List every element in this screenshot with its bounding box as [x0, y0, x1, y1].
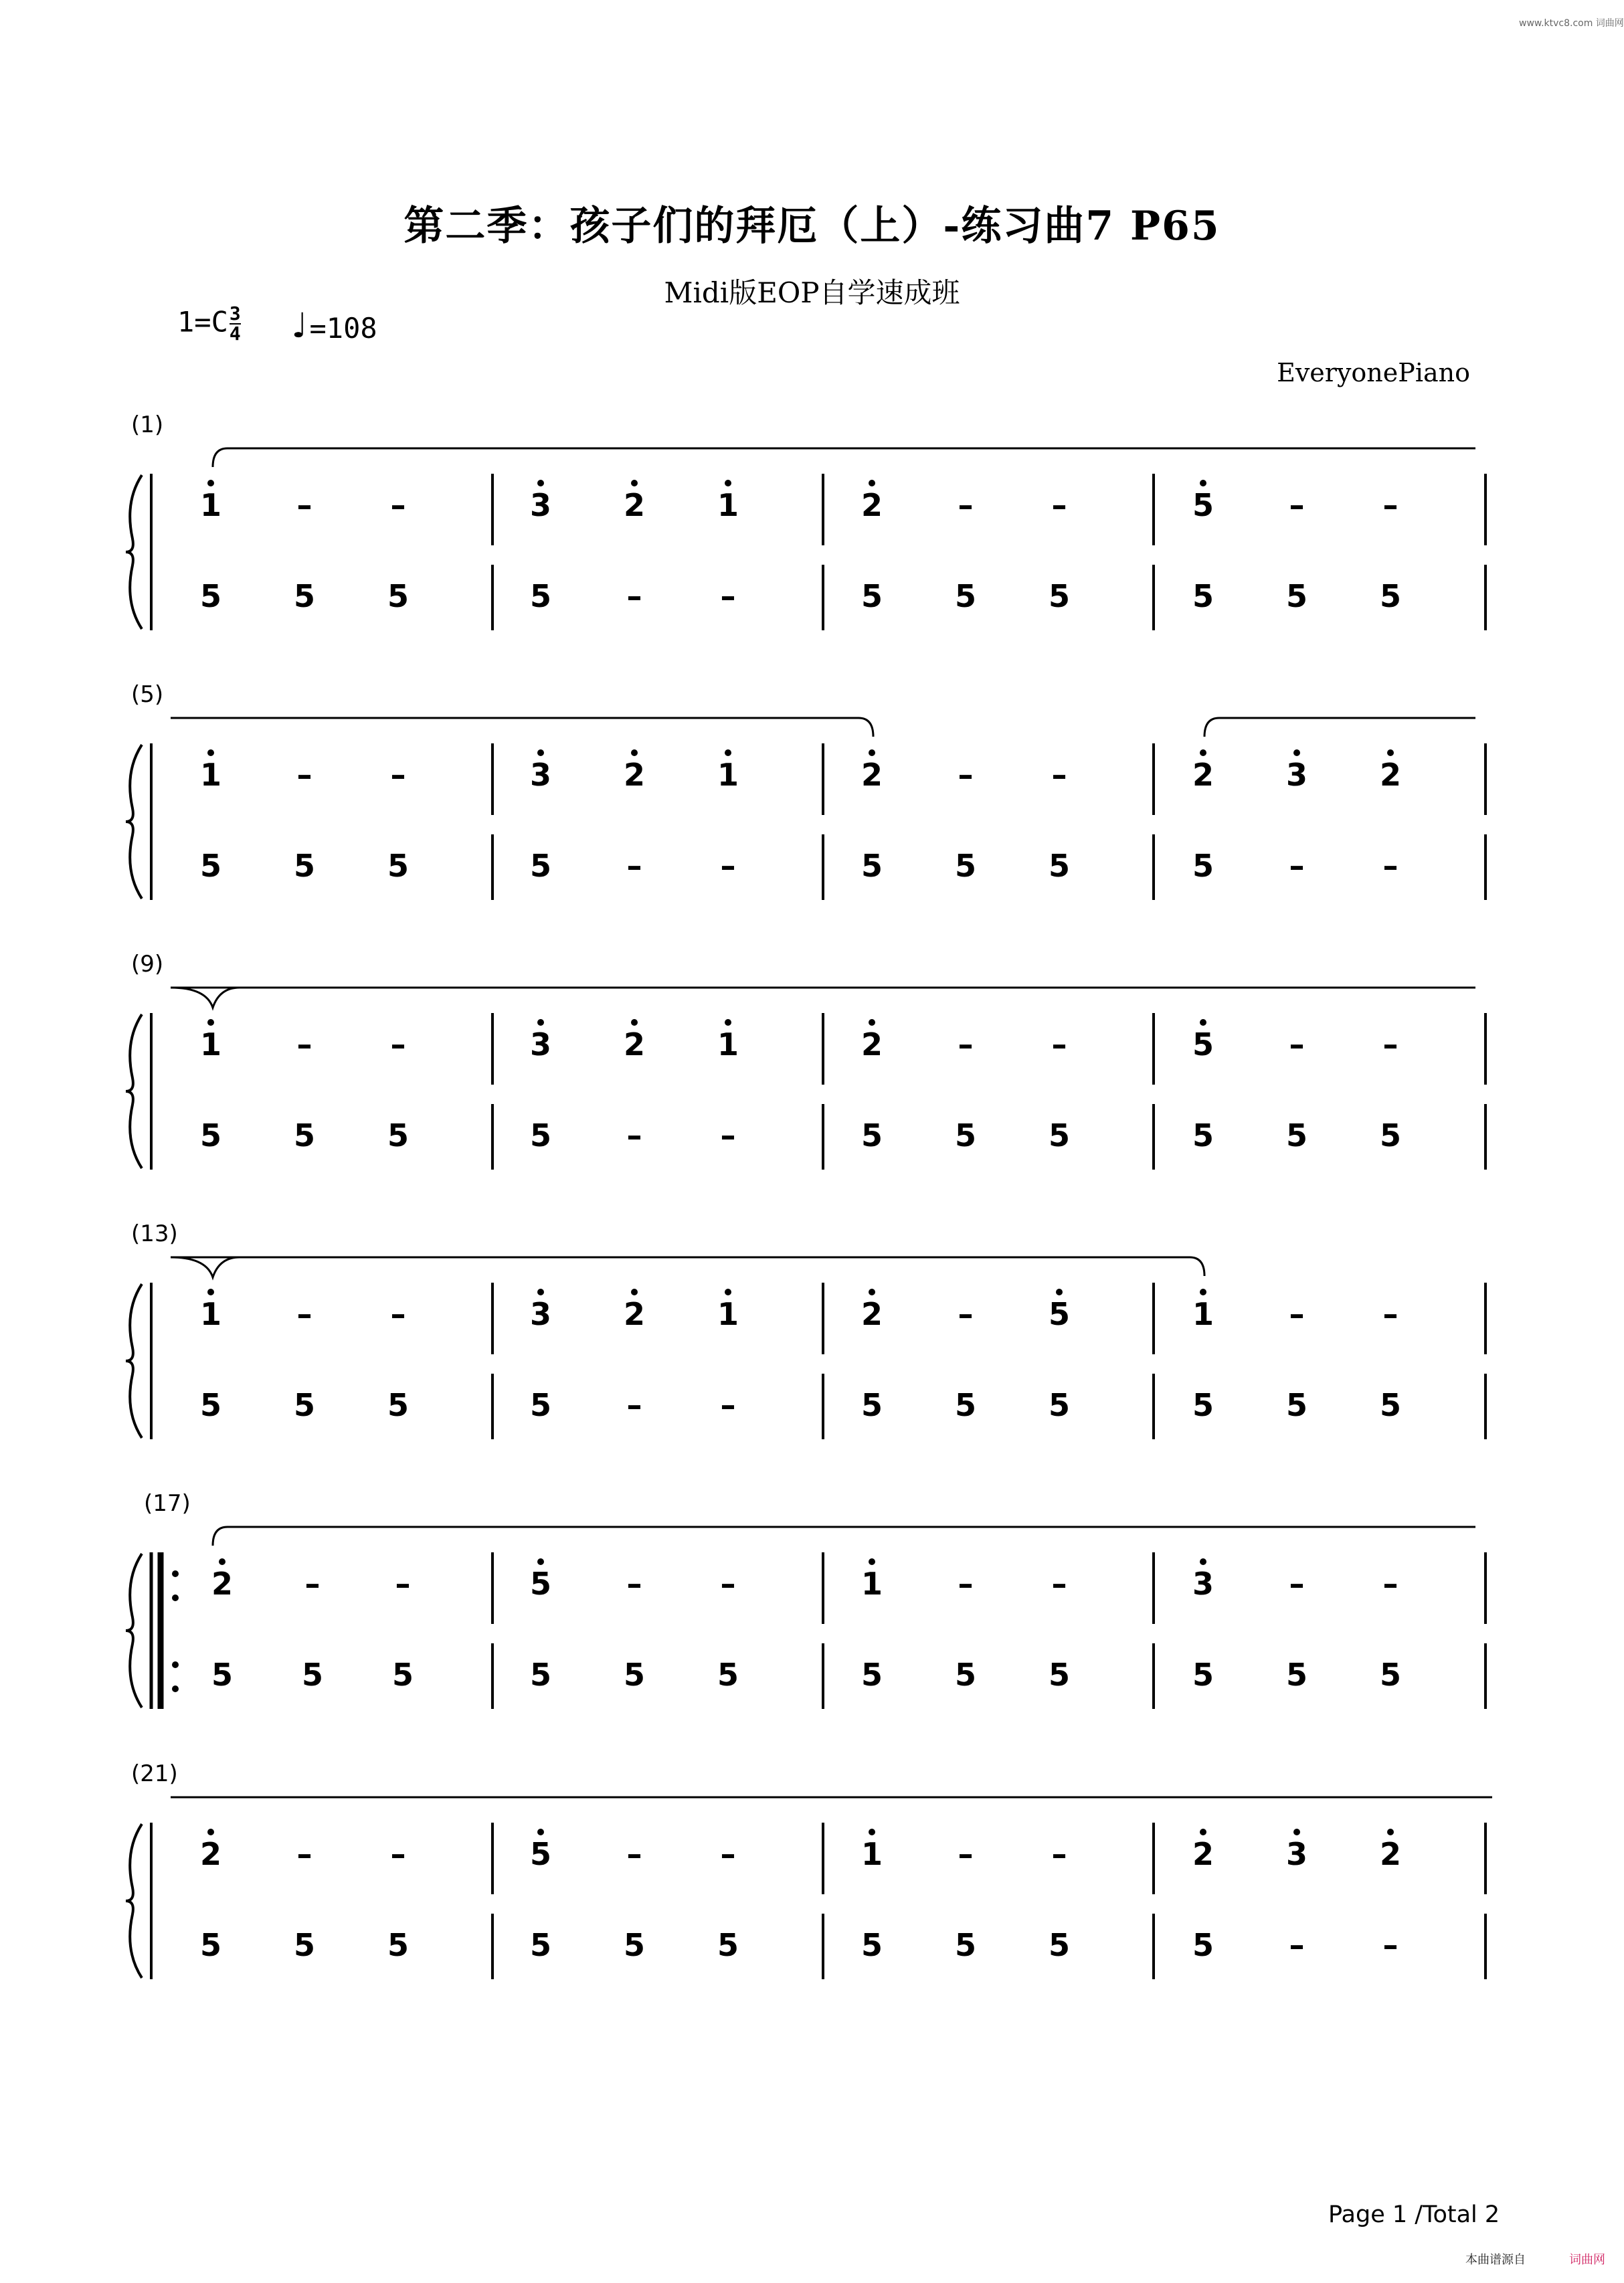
bass-note: 5: [293, 1387, 315, 1423]
bass-note: 5: [1379, 1657, 1401, 1693]
bass-note: 5: [623, 1927, 645, 1963]
octave-dot: [631, 749, 638, 756]
melody-note: 1: [717, 487, 739, 523]
octave-dot: [207, 749, 214, 756]
bass-note: 5: [1192, 1387, 1214, 1423]
tempo-value: =108: [309, 312, 377, 345]
octave-dot: [207, 1019, 214, 1026]
octave-dot: [207, 480, 214, 486]
bass-note: 5: [861, 1927, 883, 1963]
repeat-dot: [172, 1661, 179, 1668]
sustain-dash: –: [296, 487, 312, 523]
sustain-dash: –: [1382, 848, 1399, 884]
composer-credit: EveryonePiano: [1277, 358, 1470, 387]
sustain-dash: –: [626, 848, 642, 884]
melody-note: 2: [623, 1296, 645, 1332]
measure-number: (21): [131, 1760, 178, 1787]
melody-note: 1: [717, 1026, 739, 1063]
octave-dot: [1200, 480, 1206, 486]
brace-icon: [126, 1014, 142, 1168]
melody-note: 1: [861, 1836, 883, 1872]
bass-note: 5: [529, 578, 551, 614]
sustain-dash: –: [720, 1117, 736, 1154]
octave-dot: [725, 749, 731, 756]
sustain-dash: –: [1289, 1296, 1305, 1332]
sustain-dash: –: [296, 1296, 312, 1332]
octave-dot: [537, 480, 544, 486]
bass-note: 5: [861, 1117, 883, 1154]
sustain-dash: –: [395, 1566, 411, 1602]
bass-note: 5: [211, 1657, 233, 1693]
octave-dot: [1200, 749, 1206, 756]
sustain-dash: –: [390, 1836, 406, 1872]
bass-note: 5: [1048, 1387, 1070, 1423]
bass-note: 5: [1285, 1657, 1307, 1693]
octave-dot: [631, 1289, 638, 1295]
repeat-dot: [172, 1570, 179, 1577]
bass-note: 5: [199, 578, 221, 614]
repeat-dot: [172, 1685, 179, 1692]
octave-dot: [1200, 1289, 1206, 1295]
melody-note: 2: [861, 1296, 883, 1332]
bass-note: 5: [529, 848, 551, 884]
bass-note: 5: [1192, 1927, 1214, 1963]
slur: [213, 448, 1475, 467]
octave-dot: [869, 1829, 875, 1835]
bass-note: 5: [387, 1117, 409, 1154]
sustain-dash: –: [626, 578, 642, 614]
bass-note: 5: [623, 1657, 645, 1693]
melody-note: 1: [199, 1026, 221, 1063]
brace-icon: [126, 1554, 142, 1708]
bass-note: 5: [293, 1927, 315, 1963]
bass-note: 5: [301, 1657, 323, 1693]
melody-note: 5: [1048, 1296, 1070, 1332]
bass-note: 5: [954, 848, 976, 884]
bass-note: 5: [529, 1387, 551, 1423]
score-subtitle: Midi版EOP自学速成班: [664, 276, 960, 309]
bass-note: 5: [387, 848, 409, 884]
octave-dot: [207, 1289, 214, 1295]
melody-note: 5: [1192, 1026, 1214, 1063]
quarter-note-icon: ♩: [288, 304, 310, 347]
octave-dot: [725, 1019, 731, 1026]
melody-note: 1: [717, 757, 739, 793]
octave-dot: [219, 1558, 225, 1565]
bass-note: 5: [199, 1117, 221, 1154]
bass-note: 5: [1285, 578, 1307, 614]
melody-note: 1: [717, 1296, 739, 1332]
octave-dot: [537, 1558, 544, 1565]
bass-note: 5: [1048, 1117, 1070, 1154]
melody-note: 2: [861, 487, 883, 523]
octave-dot: [725, 1289, 731, 1295]
sustain-dash: –: [296, 1836, 312, 1872]
bass-note: 5: [861, 1387, 883, 1423]
sustain-dash: –: [1289, 1026, 1305, 1063]
footer-logo: 词曲网: [1569, 2253, 1605, 2267]
melody-note: 2: [623, 757, 645, 793]
bass-note: 5: [529, 1927, 551, 1963]
footer-source: 本曲谱源自: [1465, 2253, 1526, 2267]
octave-dot: [869, 1558, 875, 1565]
sustain-dash: –: [390, 487, 406, 523]
bass-note: 5: [1048, 1657, 1070, 1693]
bass-note: 5: [529, 1117, 551, 1154]
melody-note: 5: [529, 1566, 551, 1602]
melody-note: 5: [529, 1836, 551, 1872]
melody-note: 3: [529, 1296, 551, 1332]
bass-note: 5: [293, 848, 315, 884]
site-watermark-top: www.ktvc8.com 词曲网: [1519, 18, 1624, 29]
sustain-dash: –: [626, 1387, 642, 1423]
sustain-dash: –: [390, 757, 406, 793]
bass-note: 5: [954, 1927, 976, 1963]
slur: [1204, 718, 1475, 737]
octave-dot: [1200, 1558, 1206, 1565]
bass-note: 5: [199, 1927, 221, 1963]
bass-note: 5: [1192, 578, 1214, 614]
sustain-dash: –: [1382, 1296, 1399, 1332]
slur: [213, 1527, 1475, 1546]
brace-icon: [126, 475, 142, 629]
melody-note: 3: [1285, 757, 1307, 793]
melody-note: 3: [1192, 1566, 1214, 1602]
measure-number: (13): [131, 1220, 178, 1247]
sustain-dash: –: [626, 1566, 642, 1602]
octave-dot: [207, 1829, 214, 1835]
sustain-dash: –: [1289, 1927, 1305, 1963]
melody-note: 3: [529, 757, 551, 793]
sustain-dash: –: [296, 757, 312, 793]
sustain-dash: –: [390, 1026, 406, 1063]
sustain-dash: –: [1051, 1836, 1067, 1872]
sustain-dash: –: [1289, 487, 1305, 523]
octave-dot: [1387, 749, 1394, 756]
bass-note: 5: [293, 578, 315, 614]
bass-note: 5: [954, 1387, 976, 1423]
time-sig-top: 3: [229, 302, 241, 325]
bass-note: 5: [391, 1657, 414, 1693]
sustain-dash: –: [720, 578, 736, 614]
sustain-dash: –: [720, 1566, 736, 1602]
sustain-dash: –: [1051, 487, 1067, 523]
sustain-dash: –: [1382, 1927, 1399, 1963]
sustain-dash: –: [720, 1836, 736, 1872]
bass-note: 5: [1379, 578, 1401, 614]
key-label: 1=C: [177, 305, 228, 339]
bass-note: 5: [293, 1117, 315, 1154]
sustain-dash: –: [720, 1387, 736, 1423]
bass-note: 5: [387, 1387, 409, 1423]
melody-note: 1: [199, 757, 221, 793]
bass-note: 5: [717, 1657, 739, 1693]
octave-dot: [1293, 1829, 1300, 1835]
sustain-dash: –: [296, 1026, 312, 1063]
bass-note: 5: [861, 1657, 883, 1693]
bass-note: 5: [1192, 1117, 1214, 1154]
bass-note: 5: [1192, 1657, 1214, 1693]
sustain-dash: –: [1051, 757, 1067, 793]
melody-note: 1: [199, 487, 221, 523]
sustain-dash: –: [1051, 1026, 1067, 1063]
bass-note: 5: [387, 578, 409, 614]
bass-note: 5: [1285, 1387, 1307, 1423]
sustain-dash: –: [958, 1836, 974, 1872]
melody-note: 1: [199, 1296, 221, 1332]
melody-note: 3: [1285, 1836, 1307, 1872]
octave-dot: [537, 1289, 544, 1295]
octave-dot: [1200, 1019, 1206, 1026]
sustain-dash: –: [958, 487, 974, 523]
sustain-dash: –: [1051, 1566, 1067, 1602]
melody-note: 1: [861, 1566, 883, 1602]
octave-dot: [537, 1829, 544, 1835]
page-number: Page 1 /Total 2: [1328, 2201, 1500, 2228]
bass-note: 5: [1379, 1387, 1401, 1423]
sustain-dash: –: [720, 848, 736, 884]
octave-dot: [1056, 1289, 1063, 1295]
repeat-dot: [172, 1594, 179, 1601]
time-sig-bottom: 4: [229, 323, 241, 345]
sustain-dash: –: [626, 1117, 642, 1154]
octave-dot: [537, 749, 544, 756]
melody-note: 2: [199, 1836, 221, 1872]
bass-note: 5: [1285, 1117, 1307, 1154]
sustain-dash: –: [1382, 1026, 1399, 1063]
brace-icon: [126, 1284, 142, 1438]
slur: [171, 1257, 1204, 1276]
measure-number: (17): [144, 1490, 191, 1517]
bass-note: 5: [717, 1927, 739, 1963]
bass-note: 5: [1379, 1117, 1401, 1154]
brace-icon: [126, 1824, 142, 1978]
melody-note: 3: [529, 1026, 551, 1063]
bass-note: 5: [954, 578, 976, 614]
score-title: 第二季：孩子们的拜厄（上）-练习曲7 P65: [403, 203, 1221, 250]
bass-note: 5: [1048, 1927, 1070, 1963]
bass-note: 5: [1192, 848, 1214, 884]
melody-note: 2: [861, 1026, 883, 1063]
sustain-dash: –: [390, 1296, 406, 1332]
sustain-dash: –: [958, 757, 974, 793]
octave-dot: [869, 1289, 875, 1295]
bass-note: 5: [1048, 848, 1070, 884]
melody-note: 2: [1192, 757, 1214, 793]
octave-dot: [537, 1019, 544, 1026]
bass-note: 5: [954, 1657, 976, 1693]
tie-mark: [171, 988, 240, 1008]
sustain-dash: –: [1289, 848, 1305, 884]
sustain-dash: –: [304, 1566, 321, 1602]
melody-note: 3: [529, 487, 551, 523]
melody-note: 1: [1192, 1296, 1214, 1332]
octave-dot: [869, 749, 875, 756]
octave-dot: [869, 480, 875, 486]
melody-note: 5: [1192, 487, 1214, 523]
bass-note: 5: [199, 848, 221, 884]
sustain-dash: –: [958, 1026, 974, 1063]
melody-note: 2: [623, 1026, 645, 1063]
melody-note: 2: [1192, 1836, 1214, 1872]
sustain-dash: –: [958, 1566, 974, 1602]
tie-mark: [171, 1257, 240, 1277]
bass-note: 5: [387, 1927, 409, 1963]
sustain-dash: –: [1382, 1566, 1399, 1602]
octave-dot: [725, 480, 731, 486]
slur: [171, 718, 873, 737]
melody-note: 2: [623, 487, 645, 523]
measure-number: (1): [131, 412, 164, 438]
octave-dot: [1387, 1829, 1394, 1835]
measure-number: (5): [131, 681, 164, 708]
octave-dot: [1293, 749, 1300, 756]
octave-dot: [631, 1019, 638, 1026]
sustain-dash: –: [958, 1296, 974, 1332]
bass-note: 5: [529, 1657, 551, 1693]
sustain-dash: –: [1382, 487, 1399, 523]
brace-icon: [126, 745, 142, 899]
melody-note: 2: [1379, 1836, 1401, 1872]
octave-dot: [631, 480, 638, 486]
octave-dot: [869, 1019, 875, 1026]
bass-note: 5: [954, 1117, 976, 1154]
bass-note: 5: [199, 1387, 221, 1423]
melody-note: 2: [211, 1566, 233, 1602]
bass-note: 5: [861, 848, 883, 884]
bass-note: 5: [1048, 578, 1070, 614]
sustain-dash: –: [626, 1836, 642, 1872]
bass-note: 5: [861, 578, 883, 614]
octave-dot: [1200, 1829, 1206, 1835]
melody-note: 2: [1379, 757, 1401, 793]
sustain-dash: –: [1289, 1566, 1305, 1602]
melody-note: 2: [861, 757, 883, 793]
measure-number: (9): [131, 951, 164, 978]
